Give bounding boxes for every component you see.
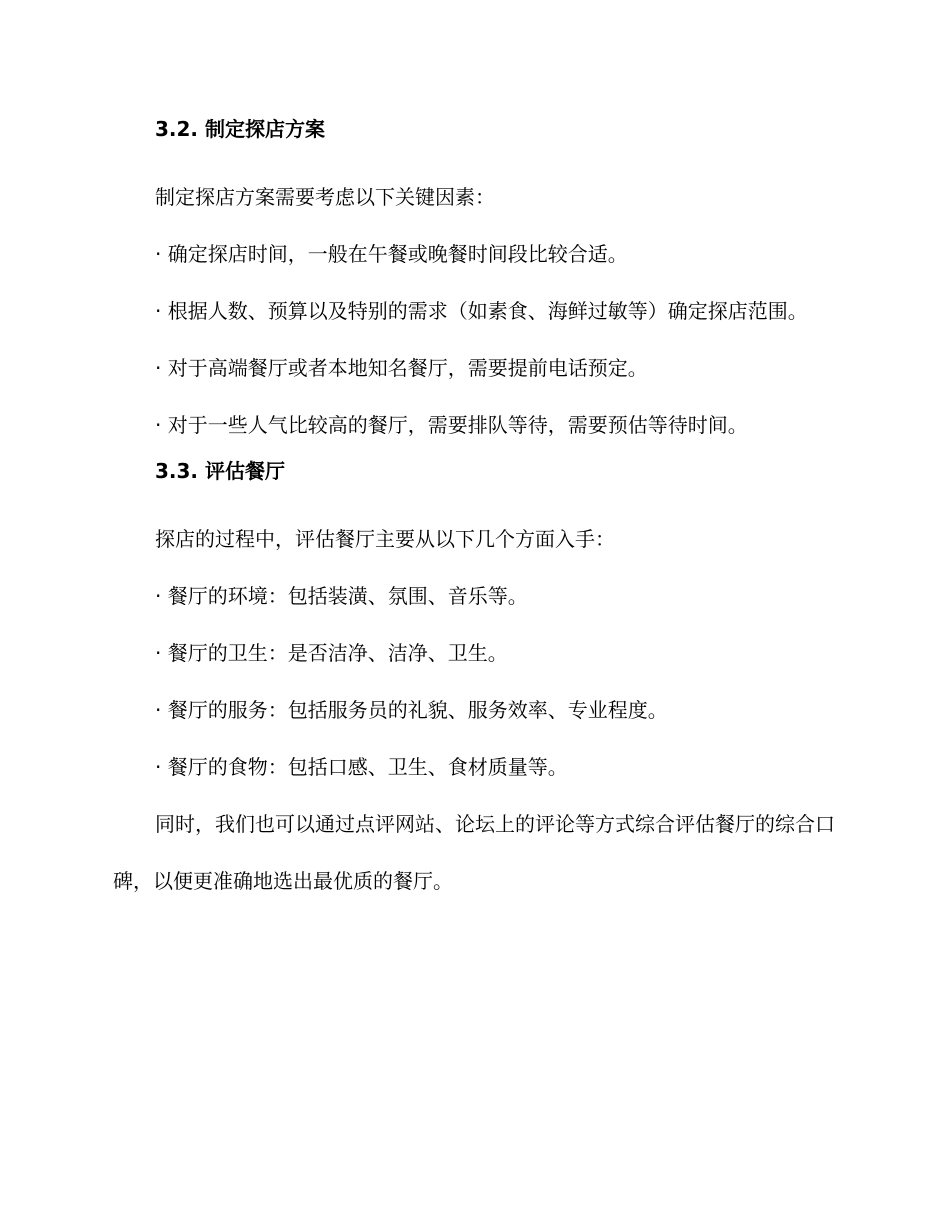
list-item: · 餐厅的服务：包括服务员的礼貌、服务效率、专业程度。: [155, 698, 668, 722]
section-3-2-intro: 制定探店方案需要考虑以下关键因素：: [155, 185, 495, 209]
list-item: · 对于高端餐厅或者本地知名餐厅，需要提前电话预定。: [155, 356, 648, 380]
list-item: · 餐厅的环境：包括装潢、氛围、音乐等。: [155, 584, 528, 608]
list-item: · 餐厅的食物：包括口感、卫生、食材质量等。: [155, 755, 568, 779]
list-item: · 确定探店时间，一般在午餐或晚餐时间段比较合适。: [155, 242, 628, 266]
list-item: · 餐厅的卫生：是否洁净、洁净、卫生。: [155, 641, 508, 665]
section-3-3-conclusion: 同时，我们也可以通过点评网站、论坛上的评论等方式综合评估餐厅的综合口碑，以便更准确地选出最优质的餐厅。: [113, 812, 835, 893]
list-item: · 根据人数、预算以及特别的需求（如素食、海鲜过敏等）确定探店范围。: [155, 299, 808, 323]
section-heading-3-3: 3.3. 评估餐厅: [155, 459, 285, 483]
section-heading-3-2: 3.2. 制定探店方案: [155, 117, 325, 141]
document-content: [113, 112, 835, 910]
section-3-3-intro: 探店的过程中，评估餐厅主要从以下几个方面入手：: [155, 527, 615, 551]
list-item: · 对于一些人气比较高的餐厅，需要排队等待，需要预估等待时间。: [155, 413, 748, 437]
